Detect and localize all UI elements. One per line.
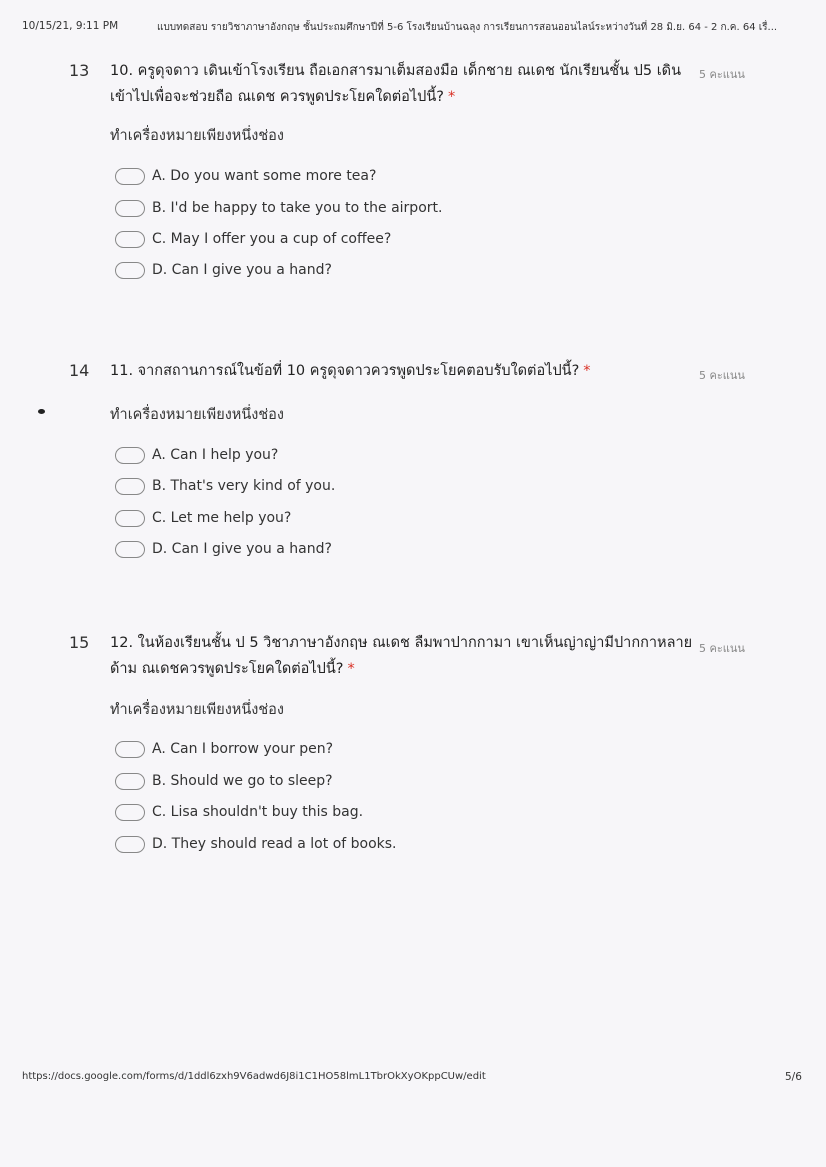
option-d[interactable] [115, 538, 332, 560]
document-title: แบบทดสอบ รายวิชาภาษาอังกฤษ ชั้นประถมศึกษาปีที่ 5-6 โรงเรียนบ้านฉลุง การเรียนการสอนออนไลน์ระหว่างวันที่ 28 มิ.ย. 64 - 2 ก.ค. 64 เรื่... [157, 22, 778, 33]
option-label: B. I'd be happy to take you to the airport. [152, 200, 443, 216]
radio-button[interactable] [115, 804, 145, 821]
option-d[interactable] [115, 833, 397, 855]
page-number: 5/6 [785, 1071, 802, 1083]
instruction-text: ทำเครื่องหมายเพียงหนึ่งช่อง [110, 128, 284, 144]
option-label: C. Let me help you? [152, 510, 292, 526]
instruction-text: ทำเครื่องหมายเพียงหนึ่งช่อง [110, 702, 284, 718]
radio-button[interactable] [115, 510, 145, 527]
required-marker: * [347, 661, 355, 677]
radio-button[interactable] [115, 773, 145, 790]
instruction-text: ทำเครื่องหมายเพียงหนึ่งช่อง [110, 407, 284, 423]
option-c[interactable] [115, 507, 291, 529]
points-label: 5 คะแนน [699, 68, 745, 81]
radio-button[interactable] [115, 168, 145, 185]
footer-url: https://docs.google.com/forms/d/1ddl6zxh9V6adwd6J8i1C1HO58lmL1TbrOkXyOKppCUw/edit [22, 1071, 486, 1082]
scan-mark [38, 409, 45, 414]
option-label: B. That's very kind of you. [152, 478, 336, 494]
question-text: 12. ในห้องเรียนชั้น ป 5 วิชาภาษาอังกฤษ ณเดช ลืมพาปากกามา เขาเห็นญ่าญ่ามีปากกาหลายด้าม ณเดชควรพูดประโยคใดต่อไปนี้? * [110, 635, 693, 677]
option-b[interactable] [115, 770, 333, 792]
question-text: 10. ครูดุจดาว เดินเข้าโรงเรียน ถือเอกสารมาเต็มสองมือ เด็กชาย ณเดช นักเรียนชั้น ป5 เดินเข้าไปเพื่อจะช่วยถือ ณเดช ควรพูดประโยคใดต่อไปนี้? * [110, 63, 681, 105]
radio-button[interactable] [115, 231, 145, 248]
option-a[interactable] [115, 165, 376, 187]
question-number: 15 [69, 633, 90, 652]
option-label: D. Can I give you a hand? [152, 541, 332, 557]
option-c[interactable] [115, 228, 391, 250]
points-label: 5 คะแนน [699, 642, 745, 655]
question-number: 14 [69, 361, 90, 380]
question-text: 11. จากสถานการณ์ในข้อที่ 10 ครูดุจดาวควรพูดประโยคตอบรับใดต่อไปนี้? * [110, 363, 591, 379]
option-label: D. They should read a lot of books. [152, 836, 397, 852]
option-label: B. Should we go to sleep? [152, 773, 333, 789]
option-label: C. Lisa shouldn't buy this bag. [152, 804, 364, 820]
print-timestamp: 10/15/21, 9:11 PM [22, 20, 119, 32]
option-c[interactable] [115, 801, 363, 823]
option-label: C. May I offer you a cup of coffee? [152, 231, 392, 247]
option-a[interactable] [115, 738, 333, 760]
points-label: 5 คะแนน [699, 369, 745, 382]
radio-button[interactable] [115, 447, 145, 464]
radio-button[interactable] [115, 262, 145, 279]
radio-button[interactable] [115, 200, 145, 217]
option-b[interactable] [115, 197, 442, 219]
question-number: 13 [69, 61, 90, 80]
option-label: A. Can I borrow your pen? [152, 741, 334, 757]
radio-button[interactable] [115, 478, 145, 495]
option-label: A. Do you want some more tea? [152, 168, 377, 184]
required-marker: * [583, 363, 591, 379]
option-label: A. Can I help you? [152, 447, 279, 463]
option-d[interactable] [115, 259, 332, 281]
radio-button[interactable] [115, 541, 145, 558]
option-a[interactable] [115, 444, 278, 466]
option-label: D. Can I give you a hand? [152, 262, 332, 278]
radio-button[interactable] [115, 836, 145, 853]
required-marker: * [447, 89, 456, 105]
option-b[interactable] [115, 475, 335, 497]
radio-button[interactable] [115, 741, 145, 758]
